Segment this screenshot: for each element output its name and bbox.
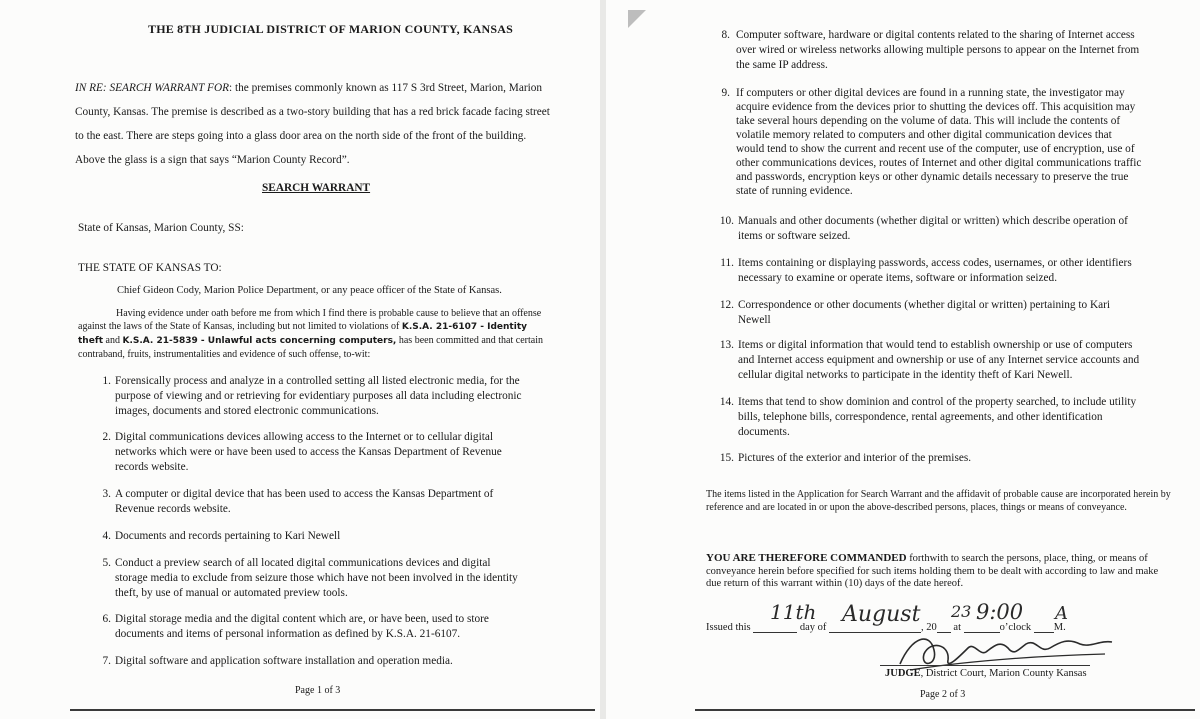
item-text (738, 338, 1139, 383)
list-item (712, 86, 1182, 206)
item-text (736, 28, 1139, 73)
item-line: acquire evidence from the devices prior to shutting the devices off. This acquisition may (736, 101, 1136, 113)
at-label: at (953, 622, 961, 633)
in-re-paragraph (75, 76, 550, 172)
item-line: purpose of viewing and or retrieving for evidentiary purposes all data including electronic (115, 390, 522, 402)
incorporation-paragraph: The items listed in the Application for Search Warrant and the affidavit of probable cause are incorporated herein by reference and are located in or upon the above-described persons, places, things or means of conveyance. (706, 489, 1171, 513)
oclock-label: o’clock (999, 622, 1032, 633)
item-line: networks which were or have been used to access the Kansas Department of Revenue (115, 446, 502, 458)
item-number: 14. (719, 396, 734, 408)
item-text (738, 451, 971, 466)
item-number: 2. (102, 431, 111, 443)
state-county-line: State of Kansas, Marion County, SS: (78, 222, 244, 234)
issued-this-label: Issued this (706, 622, 751, 633)
item-text (115, 529, 340, 544)
in-re-label: IN RE: SEARCH WARRANT FOR (75, 82, 229, 94)
list-item (95, 612, 565, 644)
item-line: storage media to exclude from seizure those which have not been involved in the identity (115, 572, 518, 584)
list-item (712, 28, 1182, 76)
handwritten-time: 9:00 (976, 600, 1024, 624)
list-item (712, 451, 1182, 467)
item-line: Newell (738, 314, 771, 326)
item-line: Items containing or displaying passwords, access codes, usernames, or other identifiers (738, 257, 1132, 269)
command-paragraph (706, 552, 1166, 591)
item-line: Conduct a preview search of all located digital communications devices and digital (115, 557, 491, 569)
page-number: Page 2 of 3 (920, 689, 966, 700)
item-text (115, 556, 518, 601)
and-text: and (103, 335, 123, 346)
page-footer-rule (695, 709, 1195, 711)
state-to-line: THE STATE OF KANSAS TO: (78, 262, 222, 274)
item-line: Pictures of the exterior and interior of the premises. (738, 452, 972, 464)
addressee-line: Chief Gideon Cody, Marion Police Department, or any peace officer of the State of Kansas. (117, 285, 502, 296)
probable-cause-text-end: has been committed and that certain contraband, fruits, instrumentalities and evidence of such offense, to-wit: (78, 335, 543, 360)
item-line: Items that tend to show dominion and control of the property searched, to include utility (738, 396, 1137, 408)
judge-court: , District Court, Marion County Kansas (920, 668, 1087, 679)
statute-identity-theft: K.S.A. 21-6107 - Identity theft (78, 322, 527, 346)
item-line: A computer or digital device that has been used to access the Kansas Department of (115, 488, 494, 500)
day-of-label: day of (799, 622, 827, 633)
item-text (115, 654, 453, 669)
command-heading: YOU ARE THEREFORE COMMANDED (706, 552, 907, 564)
item-line: theft, by use of manual or automated preview tools. (115, 587, 348, 599)
item-text (115, 612, 489, 642)
item-line: and Internet access equipment and ownership or use of any Internet service accounts and (738, 354, 1140, 366)
item-line: Documents and records pertaining to Kari Newell (115, 530, 341, 542)
item-text (738, 395, 1136, 440)
meridiem-label: M. (1053, 622, 1066, 633)
handwritten-year: 23 (951, 602, 972, 621)
list-item (95, 654, 565, 670)
item-number: 7. (102, 655, 111, 667)
item-number: 8. (721, 29, 730, 41)
item-line: volatile memory related to computers and other digital communication devices that (736, 129, 1112, 141)
item-line: items or software seized. (738, 230, 851, 242)
item-number: 5. (102, 557, 111, 569)
list-item (712, 338, 1182, 386)
item-text (736, 86, 1141, 198)
list-item (95, 556, 565, 604)
statute-computers: K.S.A. 21-5839 - Unlawful acts concerning computers, (122, 336, 397, 346)
list-item (95, 374, 565, 422)
probable-cause-text: Having evidence under oath before me from which I find there is probable cause to believe that an offense against the laws of the State of Kansas, including but not limited to violations of (78, 308, 542, 332)
item-line: Revenue records website. (115, 503, 231, 515)
item-text (738, 214, 1128, 244)
list-item (95, 487, 565, 519)
item-line: If computers or other digital devices are found in a running state, the investigator may (736, 87, 1125, 99)
list-item (95, 529, 565, 545)
handwritten-meridiem: A (1055, 603, 1068, 624)
judge-title: JUDGE (885, 668, 921, 679)
item-line: Items or digital information that would tend to establish ownership or use of computers (738, 339, 1133, 351)
item-line: take several hours depending on the volume of data. This will include the contents of (736, 115, 1121, 127)
in-re-text: : the premises commonly known as 117 S 3rd Street, Marion, Marion County, Kansas. The premise is described as a two-story building that has a red brick facade facing street to the east. There are steps going into a glass door area on the north side of the front of the building. Above the glass is a sign that says “Marion County Record”. (75, 82, 550, 166)
item-line: other communications devices, routes of Internet and other digital communications traffic (736, 157, 1142, 169)
item-text (115, 430, 502, 475)
item-line: Manuals and other documents (whether digital or written) which describe operation of (738, 215, 1128, 227)
item-line: and passwords, encryption keys or other dynamic details necessary to preserve the true (736, 171, 1129, 183)
item-line: Digital storage media and the digital content which are, or have been, used to store (115, 613, 489, 625)
item-number: 15. (719, 452, 734, 464)
item-line: necessary to examine or operate items, software or information seized. (738, 272, 1058, 284)
page-number: Page 1 of 3 (295, 685, 341, 696)
item-line: documents and items of personal information as defined by K.S.A. 21-6107. (115, 628, 461, 640)
folded-corner (628, 10, 646, 28)
item-number: 1. (102, 375, 111, 387)
item-line: the same IP address. (736, 59, 828, 71)
item-line: Forensically process and analyze in a controlled setting all listed electronic media, for the (115, 375, 520, 387)
item-line: bills, telephone bills, correspondence, rental agreements, and other identification (738, 411, 1103, 423)
item-text (738, 256, 1132, 286)
item-number: 9. (721, 87, 730, 99)
item-number: 6. (102, 613, 111, 625)
item-text (738, 298, 1110, 328)
search-warrant-title: SEARCH WARRANT (262, 182, 371, 194)
item-line: would tend to show the current and recent use of the computer, use of encryption, use of (736, 143, 1135, 155)
item-text (115, 487, 493, 517)
item-number: 13. (719, 339, 734, 351)
item-line: state of running evidence. (736, 185, 853, 197)
item-line: Digital software and application software installation and operation media. (115, 655, 453, 667)
page-footer-rule (70, 709, 595, 711)
signature-rule (880, 665, 1090, 666)
item-line: Correspondence or other documents (whether digital or written) pertaining to Kari (738, 299, 1111, 311)
year-prefix: , 20 (921, 622, 937, 633)
item-number: 10. (719, 215, 734, 227)
item-number: 3. (102, 488, 111, 500)
item-text (115, 374, 522, 419)
item-line: documents. (738, 426, 790, 438)
list-item (712, 214, 1182, 246)
list-item (712, 395, 1182, 443)
item-number: 12. (719, 299, 734, 311)
item-line: images, documents and stored electronic communications. (115, 405, 379, 417)
list-item (712, 256, 1182, 288)
court-title: THE 8TH JUDICIAL DISTRICT OF MARION COUNTY, KANSAS (148, 22, 513, 36)
command-text: forthwith to search the persons, place, thing, or means of conveyance herein before specified for such items holding them to be dealt with according to law and make due return of this warrant within (10) days of the date hereof. (706, 553, 1159, 589)
item-line: over wired or wireless networks allowing multiple persons to appear on the Internet from (736, 44, 1140, 56)
item-number: 4. (102, 530, 111, 542)
handwritten-month: August (842, 602, 921, 627)
item-line: records website. (115, 461, 189, 473)
item-line: Digital communications devices allowing access to the Internet or to cellular digital (115, 431, 494, 443)
item-number: 11. (720, 257, 734, 269)
item-line: Computer software, hardware or digital contents related to the sharing of Internet access (736, 29, 1135, 41)
item-line: cellular digital networks to participate in the identity theft of Kari Newell. (738, 369, 1073, 381)
list-item (712, 298, 1182, 330)
list-item (95, 430, 565, 478)
probable-cause-paragraph (78, 307, 548, 361)
handwritten-day: 11th (770, 600, 817, 624)
judge-caption (885, 668, 1087, 679)
